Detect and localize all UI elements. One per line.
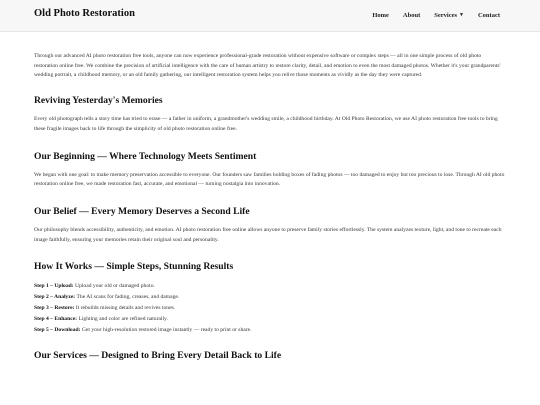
step-text: The AI scans for fading, creases, and damage. (75, 294, 180, 301)
caret-down-icon: ▼ (459, 13, 464, 18)
section-text-belief: Our philosophy blends accessibility, authenticity, and emotion. AI photo restoration free online allows anyone to preserve family stories effortlessly. The system analyzes texture, light, and tone to recreate each image faithfully, ensuring your memories retain their original soul and personality. (34, 226, 502, 243)
step-text: It rebuilds missing details and revives tones. (74, 305, 176, 312)
step-item (34, 281, 506, 292)
step-label: Step 1 – Upload: (34, 283, 74, 290)
nav-home[interactable]: Home (372, 12, 389, 19)
step-label: Step 3 – Restore: (34, 305, 75, 312)
section-title-how-it-works: How It Works — Simple Steps, Stunning Results (34, 261, 234, 273)
nav-services-label: Services (434, 12, 458, 19)
step-item (34, 303, 506, 314)
section-text-reviving: Every old photograph tells a story time has tried to erase — a father in uniform, a grandmother's wedding smile, a childhood birthday. At Old Photo Restoration, we use AI photo restoration free tools to bring these fragile images back to life through the simplicity of old photo restoration online free. (34, 116, 498, 132)
nav-menu (372, 12, 500, 19)
brand-logo[interactable]: Old Photo Restoration (34, 8, 135, 19)
step-item (34, 292, 506, 303)
nav-about[interactable]: About (402, 12, 421, 19)
step-item (34, 325, 506, 336)
nav-contact[interactable]: Contact (477, 12, 500, 19)
main-content (34, 52, 506, 370)
navbar (0, 0, 540, 32)
section-title-services: Our Services — Designed to Bring Every Detail Back to Life (34, 350, 282, 362)
step-label: Step 4 – Enhance: (34, 316, 78, 323)
step-text: Get your high-resolution restored image instantly — ready to print or share. (80, 327, 252, 334)
steps-list (34, 281, 506, 336)
step-item (34, 314, 506, 325)
step-label: Step 2 – Analyze: (34, 294, 76, 301)
step-text: Upload your old or damaged photo. (73, 283, 155, 290)
nav-services-dropdown[interactable] (434, 12, 464, 19)
section-text-beginning: We began with one goal: to make memory preservation accessible to everyone. Our founders saw families holding boxes of fading photos — too damaged to enjoy but too precious to lose. Through AI old photo restoration online free, we made restoration fast, accurate, and emotional — turning nostalgia into innovation. (34, 171, 505, 188)
section-title-beginning: Our Beginning — Where Technology Meets Sentiment (34, 150, 257, 162)
section-title-reviving: Reviving Yesterday's Memories (34, 95, 163, 107)
intro-paragraph: Through our advanced AI photo restoration free tools, anyone can now experience professional-grade restoration without expensive software or complex steps — all in one simple process of old photo restoration online free. We combine the precision of artificial intelligence with the care of human artistry to restore clarity, detail, and emotion to even the most damaged photos. Whether it's your grandparents' wedding portrait, a childhood memory, or an old family gathering, our intelligent restoration system helps you relive those moments as vividly as the day they were captured. (34, 53, 501, 79)
step-label: Step 5 – Download: (34, 327, 81, 334)
step-text: Lighting and color are refined naturally. (77, 316, 168, 323)
section-title-belief: Our Belief — Every Memory Deserves a Second Life (34, 205, 250, 217)
